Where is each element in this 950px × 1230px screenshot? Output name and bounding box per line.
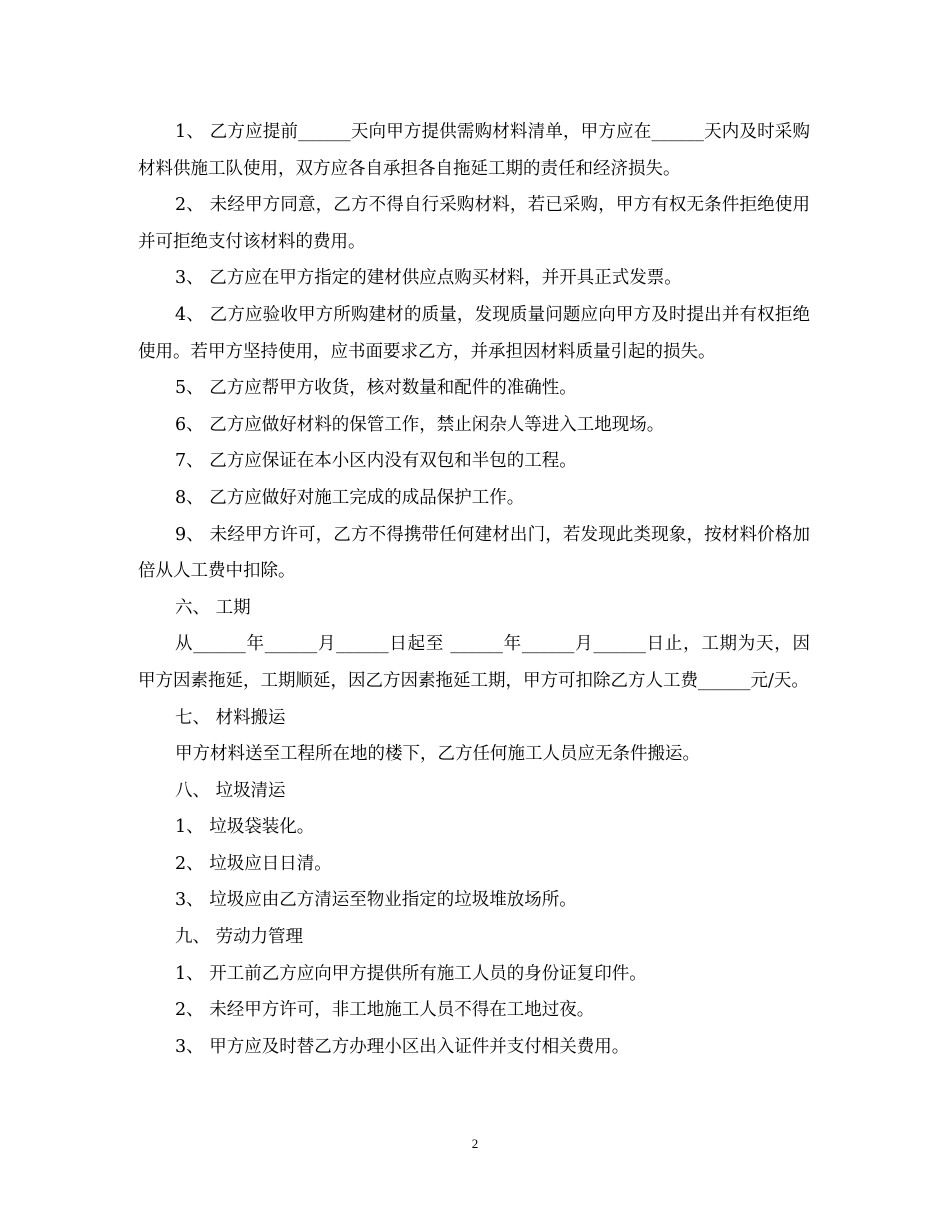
clause-5-receiving-goods: 5、 乙方应帮甲方收货，核对数量和配件的准确性。 <box>175 378 577 399</box>
section-heading-schedule: 六、 工期 <box>175 597 251 618</box>
labor-clause-1: 1、 开工前乙方应向甲方提供所有施工人员的身份证复印件。 <box>175 963 647 984</box>
clause-7-no-subcontracting: 7、 乙方应保证在本小区内没有双包和半包的工程。 <box>175 451 577 472</box>
section-heading-labor-management: 九、 劳动力管理 <box>175 927 304 948</box>
clause-8-finished-protection: 8、 乙方应做好对施工完成的成品保护工作。 <box>175 487 525 508</box>
clause-4-quality-inspection: 4、 乙方应验收甲方所购建材的质量，发现质量问题应向甲方及时提出并有权拒绝使用。若甲方坚持使用，应书面要求乙方，并承担因材料质量引起的损失。 <box>138 304 810 362</box>
page-number: 2 <box>471 1136 479 1151</box>
document-body <box>138 114 810 1065</box>
clause-9-no-removal: 9、 未经甲方许可，乙方不得携带任何建材出门，若发现此类现象，按材料价格加倍从人工费中扣除。 <box>138 524 810 582</box>
waste-clause-1: 1、 垃圾袋装化。 <box>175 817 315 838</box>
waste-clause-3: 3、 垃圾应由乙方清运至物业指定的垃圾堆放场所。 <box>175 890 577 911</box>
clause-1-material-list: 1、 乙方应提前______天向甲方提供需购材料清单，甲方应在______天内及时采购材料供施工队使用，双方应各自承担各自拖延工期的责任和经济损失。 <box>138 122 810 179</box>
labor-clause-2: 2、 未经甲方许可，非工地施工人员不得在工地过夜。 <box>175 1000 595 1021</box>
labor-clause-3: 3、 甲方应及时替乙方办理小区出入证件并支付相关费用。 <box>175 1036 630 1057</box>
section-heading-waste-removal: 八、 垃圾清运 <box>175 780 286 801</box>
waste-clause-2: 2、 垃圾应日日清。 <box>175 853 332 874</box>
clause-3-designated-supplier: 3、 乙方应在甲方指定的建材供应点购买材料，并开具正式发票。 <box>175 268 682 289</box>
schedule-terms: 从______年______月______日起至 ______年______月______日止，工期为天，因甲方因素拖延，工期顺延，因乙方因素拖延工期，甲方可扣除乙方人工费______元/天。 <box>138 634 810 691</box>
material-transport-terms: 甲方材料送至工程所在地的楼下，乙方任何施工人员应无条件搬运。 <box>175 744 700 765</box>
clause-2-no-self-purchase: 2、 未经甲方同意，乙方不得自行采购材料，若已采购，甲方有权无条件拒绝使用并可拒绝支付该材料的费用。 <box>138 195 810 252</box>
section-heading-material-transport: 七、 材料搬运 <box>175 707 286 728</box>
clause-6-material-storage: 6、 乙方应做好材料的保管工作，禁止闲杂人等进入工地现场。 <box>175 414 665 435</box>
